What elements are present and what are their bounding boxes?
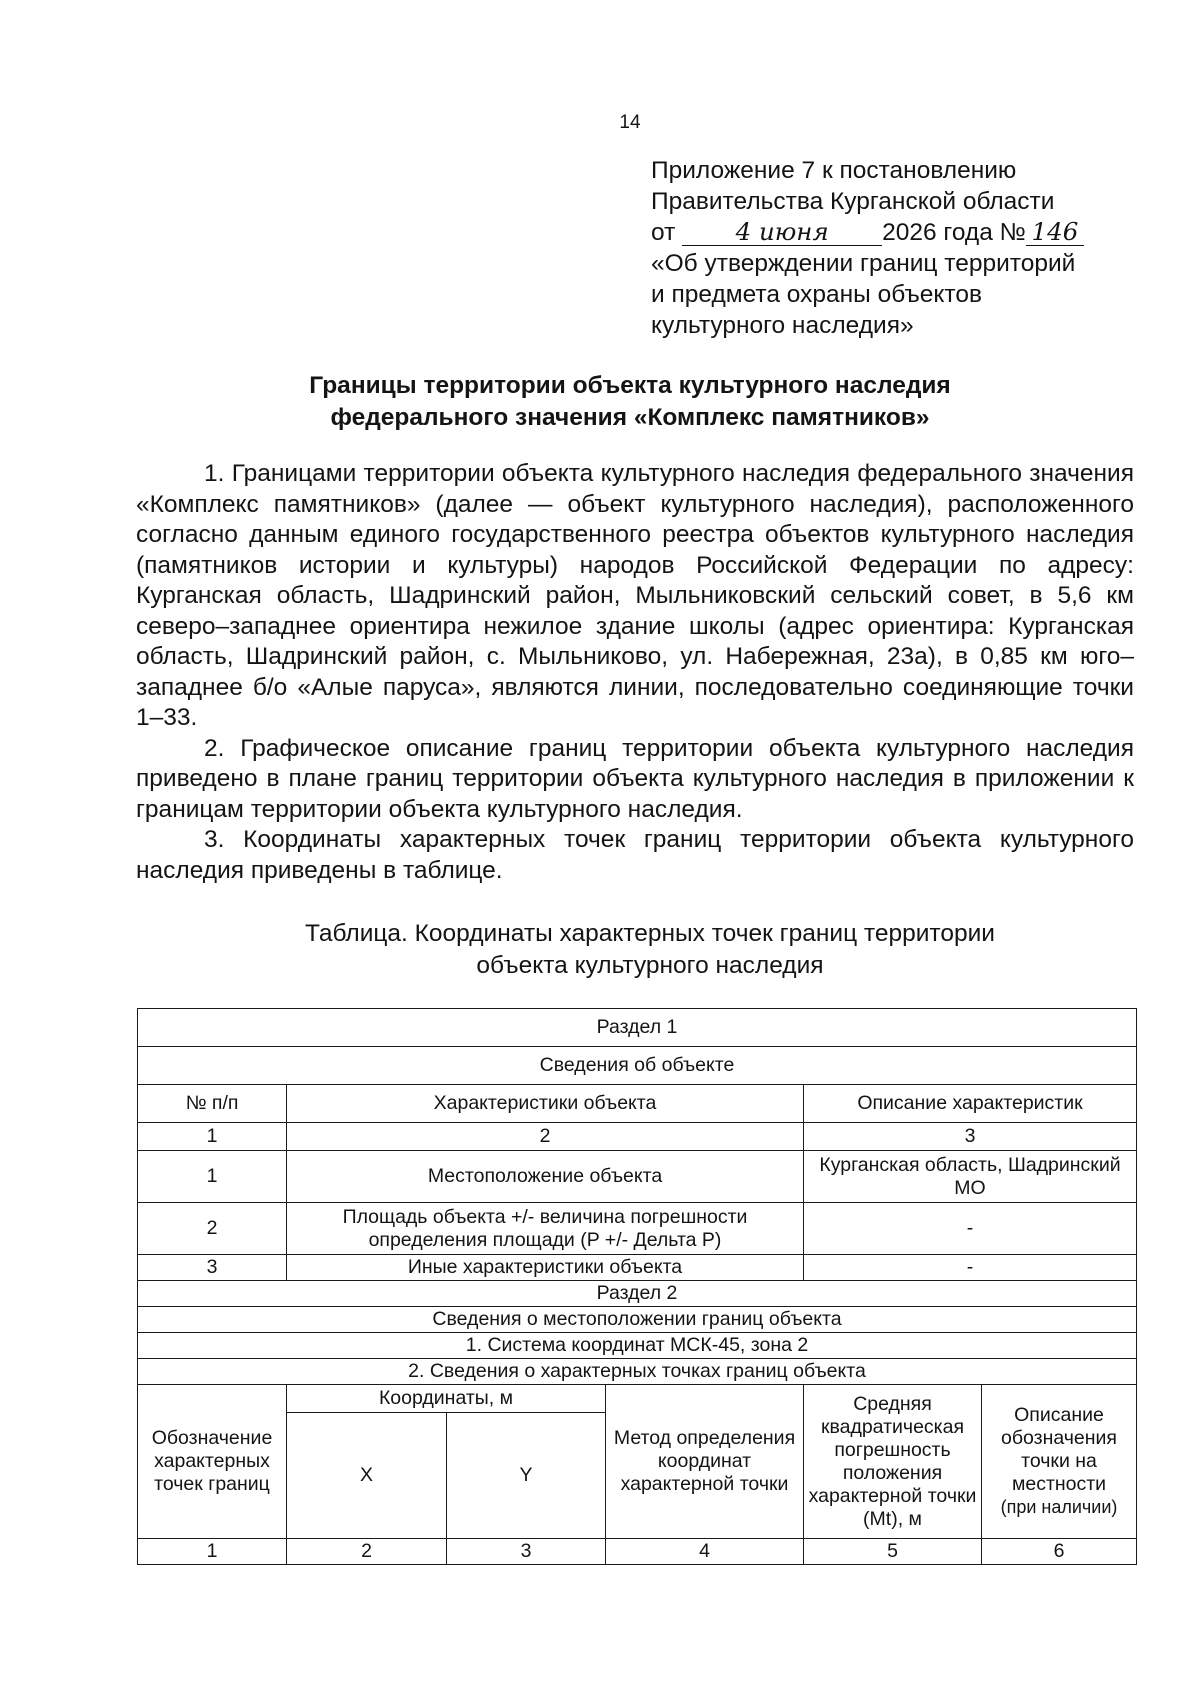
table-row: [138, 1385, 1137, 1413]
section-2-header: Раздел 2: [138, 1281, 1137, 1307]
row-description: Курганская область, Шадринский МО: [804, 1151, 1137, 1203]
points-header-error: Средняя квадратическая погрешность положения характерной точки (Mt), м: [804, 1385, 982, 1539]
table-row: [138, 1009, 1137, 1047]
paragraph-1: 1. Границами территории объекта культурного наследия федерального значения «Комплекс памятников» (далее — объект культурного наследия), расположенного согласно данным единого государственного реестра объектов культурного наследия (памятников истории и культуры) народов Российской Федерации по адресу: Курганская область, Шадринский район, Мыльниковский сельский совет, в 5,6 км северо–западнее ориентира нежилое здание школы (адрес ориентира: Курганская область, Шадринский район, с. Мыльниково, ул. Набережная, 23а), в 0,85 км юго–западнее б/о «Алые паруса», являются линии, последовательно соединяющие точки 1–33.: [136, 460, 1134, 731]
header-description: Описание характеристик: [804, 1085, 1137, 1123]
page-number: 14: [619, 112, 641, 133]
row-number: 3: [138, 1255, 287, 1281]
points-header-designation: Обозначение характерных точек границ: [138, 1385, 287, 1539]
table-row: [138, 1333, 1137, 1359]
row-description: -: [804, 1203, 1137, 1255]
section-1-header: Раздел 1: [138, 1009, 1137, 1047]
coordinates-table: [137, 1008, 1137, 1565]
table-row: [138, 1281, 1137, 1307]
points-header-coordinates: Координаты, м: [287, 1385, 606, 1413]
title-line-1: Границы территории объекта культурного наследия: [309, 372, 951, 399]
points-numbering-cell: 6: [982, 1539, 1137, 1565]
appendix-from-prefix: от: [651, 219, 676, 246]
appendix-line-6: культурного наследия»: [651, 312, 914, 339]
appendix-line-2: Правительства Курганской области: [651, 188, 1055, 215]
header-number: № п/п: [138, 1085, 287, 1123]
row-characteristic: Местоположение объекта: [287, 1151, 804, 1203]
coord-system-header: 1. Система координат МСК-45, зона 2: [138, 1333, 1137, 1359]
numbering-cell: 3: [804, 1123, 1137, 1151]
points-header-description-text: Описание обозначения точки на местности: [1001, 1404, 1117, 1495]
handwritten-number: 146: [1026, 219, 1084, 246]
points-header-x: X: [287, 1413, 447, 1539]
document-title: [130, 370, 1130, 434]
table-row: [138, 1255, 1137, 1281]
row-characteristic: Площадь объекта +/- величина погрешности определения площади (P +/- Дельта P): [287, 1203, 804, 1255]
row-characteristic: Иные характеристики объекта: [287, 1255, 804, 1281]
header-characteristics: Характеристики объекта: [287, 1085, 804, 1123]
appendix-line-1: Приложение 7 к постановлению: [651, 157, 1017, 184]
table-row: [138, 1307, 1137, 1333]
table-row: [138, 1151, 1137, 1203]
appendix-line-4: «Об утверждении границ территорий: [651, 250, 1076, 277]
numbering-cell: 1: [138, 1123, 287, 1151]
points-numbering-cell: 4: [606, 1539, 804, 1565]
title-line-2: федерального значения «Комплекс памятников»: [330, 404, 930, 431]
table-row: [138, 1539, 1137, 1565]
appendix-year-text: 2026 года №: [882, 219, 1026, 246]
points-header-description-note: (при наличии): [1000, 1497, 1118, 1517]
table-caption: [130, 918, 1170, 982]
paragraph-3: 3. Координаты характерных точек границ территории объекта культурного наследия приведены в таблице.: [136, 826, 1134, 884]
table-caption-line-1: Таблица. Координаты характерных точек границ территории: [304, 920, 995, 947]
points-header-description: [982, 1385, 1137, 1539]
row-number: 2: [138, 1203, 287, 1255]
body-text: [136, 459, 1134, 886]
appendix-block: [651, 155, 1151, 341]
points-numbering-cell: 3: [447, 1539, 606, 1565]
points-info-header: 2. Сведения о характерных точках границ объекта: [138, 1359, 1137, 1385]
row-description: -: [804, 1255, 1137, 1281]
numbering-cell: 2: [287, 1123, 804, 1151]
points-numbering-cell: 5: [804, 1539, 982, 1565]
table-row: [138, 1123, 1137, 1151]
table-row: [138, 1203, 1137, 1255]
table-row: [138, 1359, 1137, 1385]
points-numbering-cell: 2: [287, 1539, 447, 1565]
boundary-info-header: Сведения о местоположении границ объекта: [138, 1307, 1137, 1333]
handwritten-date: 4 июня: [682, 219, 882, 246]
table-row: [138, 1085, 1137, 1123]
row-number: 1: [138, 1151, 287, 1203]
points-header-y: Y: [447, 1413, 606, 1539]
table-row: [138, 1047, 1137, 1085]
object-info-header: Сведения об объекте: [138, 1047, 1137, 1085]
table-caption-line-2: объекта культурного наследия: [476, 952, 824, 979]
appendix-line-5: и предмета охраны объектов: [651, 281, 982, 308]
paragraph-2: 2. Графическое описание границ территории объекта культурного наследия приведено в плане границ территории объекта культурного наследия в приложении к границам территории объекта культурного наследия.: [136, 734, 1134, 823]
points-numbering-cell: 1: [138, 1539, 287, 1565]
points-header-method: Метод определения координат характерной точки: [606, 1385, 804, 1539]
appendix-date-line: [651, 217, 1151, 248]
